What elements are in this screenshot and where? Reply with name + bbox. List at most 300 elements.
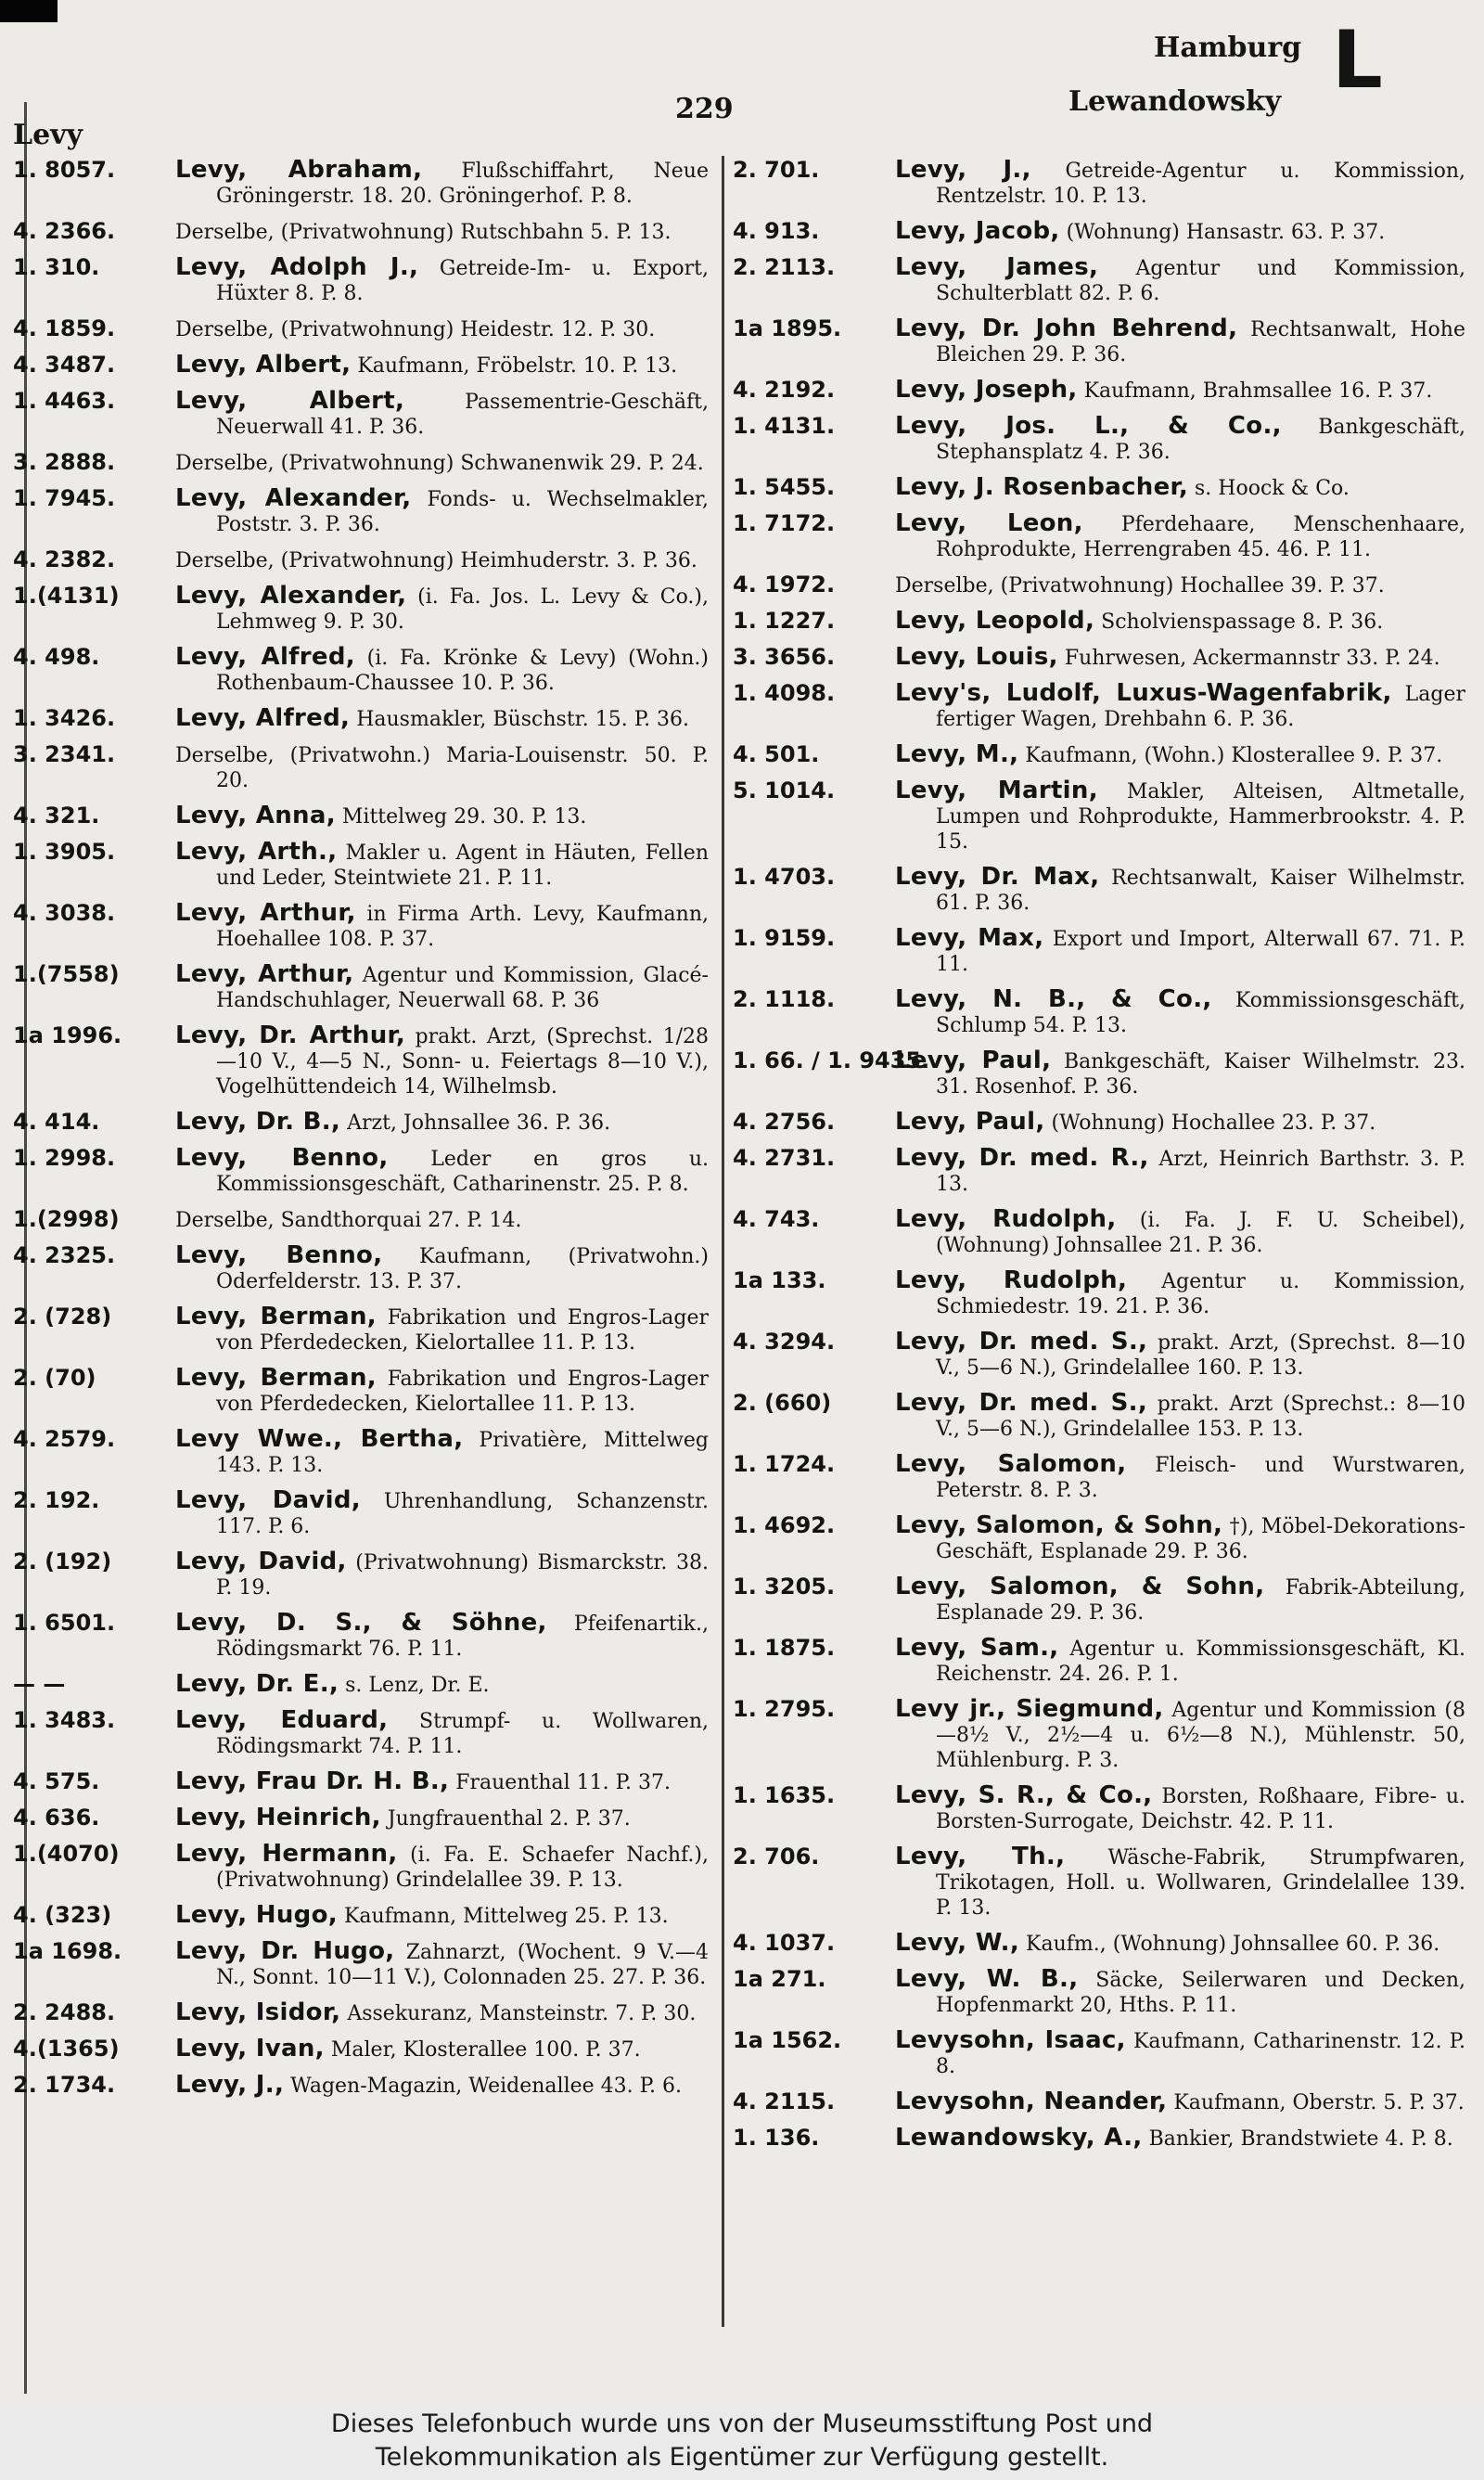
phone-number: 4. 3038. bbox=[13, 900, 116, 926]
entry-body bbox=[175, 158, 709, 209]
phone-number: 2. 1118. bbox=[733, 986, 836, 1012]
directory-entry bbox=[733, 681, 1465, 732]
directory-entry bbox=[733, 1330, 1465, 1381]
phone-number: 4. 2115. bbox=[733, 2088, 836, 2114]
directory-entry bbox=[13, 1110, 709, 1136]
phone-number: 1. 4463. bbox=[13, 388, 116, 414]
directory-entry bbox=[13, 1939, 709, 1990]
entry-body bbox=[175, 1549, 709, 1600]
phone-number: 2. (70) bbox=[13, 1365, 96, 1391]
entry-details: Scholvienspassage 8. P. 36. bbox=[1101, 610, 1384, 634]
entry-body bbox=[895, 1110, 1465, 1136]
entry-details: Kaufmann, Fröbelstr. 10. P. 13. bbox=[357, 354, 678, 378]
phone-number: 1. 4703. bbox=[733, 864, 836, 890]
subscriber-name: Levy, Frau Dr. H. B., bbox=[175, 1767, 450, 1795]
phone-number: 1. 3205. bbox=[733, 1574, 836, 1600]
subscriber-name: Levy, Paul, bbox=[895, 1108, 1045, 1136]
directory-entry bbox=[733, 609, 1465, 635]
subscriber-name: Levy, Benno, bbox=[175, 1241, 383, 1269]
entry-body bbox=[895, 316, 1465, 367]
subscriber-name: Levy, Alexander, bbox=[175, 484, 412, 512]
subscriber-name: Levy, J., bbox=[175, 2071, 285, 2099]
directory-entry bbox=[13, 1769, 709, 1795]
subscriber-name: Levy, Arthur, bbox=[175, 899, 356, 927]
entry-body bbox=[175, 450, 709, 476]
entry-details: Fonds- u. Wechselmakler, Poststr. 3. P. 36. bbox=[216, 488, 709, 536]
subscriber-name: Levy, David, bbox=[175, 1486, 361, 1514]
entry-details: Mittelweg 29. 30. P. 13. bbox=[341, 805, 587, 829]
phone-number: 1a 133. bbox=[733, 1267, 826, 1293]
directory-entry bbox=[733, 511, 1465, 562]
phone-number: 2. (660) bbox=[733, 1390, 832, 1416]
entry-details: Assekuranz, Mansteinstr. 7. P. 30. bbox=[347, 2002, 697, 2025]
entry-body bbox=[895, 865, 1465, 916]
phone-number: 1. 4098. bbox=[733, 680, 836, 706]
subscriber-name: Levy, Berman, bbox=[175, 1303, 377, 1330]
entry-body bbox=[895, 1048, 1465, 1099]
entry-body bbox=[895, 926, 1465, 977]
right-column bbox=[733, 158, 1465, 2162]
directory-entry bbox=[733, 1697, 1465, 1773]
subscriber-name: Levy, Dr. Hugo, bbox=[175, 1937, 395, 1965]
entry-details: Makler, Alteisen, Altmetalle, Lumpen und Rohprodukte, Hammerbrookstr. 4. P. 15. bbox=[936, 780, 1465, 854]
entry-details: prakt. Arzt (Sprechst.: 8—10 V., 5—6 N.), Grindelallee 153. P. 13. bbox=[936, 1393, 1465, 1441]
entry-body bbox=[895, 219, 1465, 245]
directory-entry bbox=[733, 1207, 1465, 1258]
directory-entry bbox=[733, 1636, 1465, 1687]
entry-details: Fabrikation und Engros-Lager von Pferdedecken, Kielortallee 11. P. 13. bbox=[216, 1368, 709, 1416]
subscriber-name: Levy, J. Rosenbacher, bbox=[895, 473, 1189, 501]
phone-number: 4. 2731. bbox=[733, 1145, 836, 1171]
running-head-left: Levy bbox=[13, 119, 83, 151]
entry-body bbox=[895, 2126, 1465, 2152]
entry-details: Flußschiffahrt, Neue Gröningerstr. 18. 20. Gröningerhof. P. 8. bbox=[216, 160, 709, 208]
phone-number: 1. 3905. bbox=[13, 839, 116, 865]
subscriber-name: Levy, W. B., bbox=[895, 1965, 1079, 1993]
entry-details: Uhrenhandlung, Schanzenstr. 117. P. 6. bbox=[216, 1490, 709, 1538]
entry-details: Derselbe, (Privatwohnung) Schwanenwik 29. P. 24. bbox=[175, 452, 704, 475]
subscriber-name: Levy jr., Siegmund, bbox=[895, 1695, 1164, 1723]
entry-body bbox=[175, 219, 709, 245]
phone-number: 4.(1365) bbox=[13, 2036, 120, 2062]
subscriber-name: Levy, Berman, bbox=[175, 1364, 377, 1392]
phone-number: 1. 2795. bbox=[733, 1696, 836, 1722]
subscriber-name: Levy, Heinrich, bbox=[175, 1804, 381, 1831]
phone-number: 1.(2998) bbox=[13, 1206, 120, 1232]
entry-details: Fuhrwesen, Ackermannstr 33. P. 24. bbox=[1064, 647, 1440, 670]
subscriber-name: Levy, Leon, bbox=[895, 509, 1083, 537]
subscriber-name: Levy Wwe., Bertha, bbox=[175, 1425, 464, 1453]
subscriber-name: Levy, Dr. Max, bbox=[895, 863, 1100, 891]
phone-number: 1.(4070) bbox=[13, 1841, 120, 1867]
directory-entry bbox=[13, 1549, 709, 1600]
directory-entry bbox=[733, 1110, 1465, 1136]
entry-body bbox=[895, 1967, 1465, 2018]
phone-number: 3. 2341. bbox=[13, 741, 116, 767]
phone-number: 2. (728) bbox=[13, 1304, 112, 1330]
entry-body bbox=[175, 1110, 709, 1136]
entry-details: Makler u. Agent in Häuten, Fellen und Leder, Steintwiete 21. P. 11. bbox=[216, 842, 709, 890]
entry-details: (Wohnung) Hansastr. 63. P. 37. bbox=[1066, 221, 1386, 244]
phone-number: 1a 1562. bbox=[733, 2027, 842, 2053]
entry-body bbox=[895, 1636, 1465, 1687]
entry-details: Kaufmann, Brahmsallee 16. P. 37. bbox=[1083, 379, 1433, 403]
subscriber-name: Levysohn, Isaac, bbox=[895, 2026, 1126, 2054]
phone-number: 4. 2382. bbox=[13, 546, 116, 572]
subscriber-name: Levy, Paul, bbox=[895, 1047, 1052, 1074]
subscriber-name: Levy, W., bbox=[895, 1929, 1020, 1957]
phone-number: 4. (323) bbox=[13, 1902, 112, 1928]
entry-details: Wagen-Magazin, Weidenallee 43. P. 6. bbox=[290, 2075, 682, 2098]
running-head-right: Lewandowsky bbox=[1068, 85, 1282, 118]
phone-number: 2. 192. bbox=[13, 1487, 100, 1513]
entry-body bbox=[175, 1304, 709, 1356]
phone-number: 1. 9159. bbox=[733, 925, 836, 951]
footer-line-1: Dieses Telefonbuch wurde uns von der Museumsstiftung Post und bbox=[330, 2409, 1154, 2438]
phone-number: 2. 706. bbox=[733, 1844, 820, 1870]
directory-entry bbox=[13, 1207, 709, 1233]
subscriber-name: Levy, Dr. Arthur, bbox=[175, 1022, 406, 1049]
entry-body bbox=[175, 1207, 709, 1233]
subscriber-name: Levy, Salomon, bbox=[895, 1450, 1127, 1478]
directory-entry bbox=[13, 1805, 709, 1831]
entry-body bbox=[175, 1842, 709, 1893]
entry-details: Fabrikation und Engros-Lager von Pferdedecken, Kielortallee 11. P. 13. bbox=[216, 1306, 709, 1355]
directory-entry bbox=[13, 840, 709, 891]
entry-details: Borsten, Roßhaare, Fibre- u. Borsten-Surrogate, Deichstr. 42. P. 11. bbox=[936, 1785, 1466, 1833]
phone-number: 1. 8057. bbox=[13, 157, 116, 183]
directory-entry bbox=[13, 584, 709, 635]
directory-entry bbox=[733, 2089, 1465, 2115]
directory-entry bbox=[13, 962, 709, 1013]
phone-number: 1. 3426. bbox=[13, 705, 116, 731]
directory-entry bbox=[13, 1903, 709, 1929]
entry-details: Bankier, Brandstwiete 4. P. 8. bbox=[1148, 2127, 1453, 2151]
subscriber-name: Levy, N. B., & Co., bbox=[895, 985, 1212, 1013]
directory-entry bbox=[733, 778, 1465, 855]
entry-body bbox=[175, 1023, 709, 1099]
phone-number: 2. (192) bbox=[13, 1548, 112, 1574]
phone-number: 1. 1875. bbox=[733, 1635, 836, 1661]
entry-body bbox=[895, 1574, 1465, 1625]
phone-number: 4. 3294. bbox=[733, 1329, 836, 1355]
directory-entry bbox=[733, 1574, 1465, 1625]
entry-body bbox=[895, 1146, 1465, 1197]
entry-details: Derselbe, (Privatwohnung) Heidestr. 12. P. 30. bbox=[175, 318, 656, 341]
page-number: 229 bbox=[675, 93, 734, 125]
entry-body bbox=[175, 486, 709, 537]
city-name: Hamburg bbox=[1154, 32, 1302, 64]
entry-body bbox=[895, 778, 1465, 855]
entry-details: Maler, Klosterallee 100. P. 37. bbox=[330, 2038, 641, 2062]
directory-entry bbox=[733, 572, 1465, 598]
phone-number: 1.(4131) bbox=[13, 583, 120, 609]
entry-details: Arzt, Johnsallee 36. P. 36. bbox=[347, 1112, 611, 1135]
subscriber-name: Levy, Salomon, & Sohn, bbox=[895, 1573, 1265, 1600]
entry-body bbox=[175, 742, 709, 793]
subscriber-name: Levy, Martin, bbox=[895, 777, 1098, 804]
entry-details: Hausmakler, Büschstr. 15. P. 36. bbox=[356, 708, 690, 731]
directory-entry bbox=[13, 803, 709, 829]
entry-details: Wäsche-Fabrik, Strumpfwaren, Trikotagen, Holl. u. Wollwaren, Grindelallee 139. P. 13. bbox=[936, 1846, 1465, 1920]
directory-entry bbox=[13, 255, 709, 306]
directory-entry bbox=[733, 219, 1465, 245]
phone-number: 4. 2325. bbox=[13, 1242, 116, 1268]
entry-details: Privatière, Mittelweg 143. P. 13. bbox=[216, 1429, 710, 1477]
left-column bbox=[13, 158, 709, 2109]
entry-body bbox=[895, 742, 1465, 768]
entry-details: in Firma Arth. Levy, Kaufmann, Hoehallee 108. P. 37. bbox=[216, 903, 709, 951]
entry-details: Pfeifenartik., Rödingsmarkt 76. P. 11. bbox=[216, 1613, 709, 1661]
subscriber-name: Levy, Arth., bbox=[175, 838, 338, 866]
directory-entry bbox=[13, 219, 709, 245]
subscriber-name: Levy, Eduard, bbox=[175, 1706, 389, 1734]
directory-entry bbox=[13, 1611, 709, 1662]
subscriber-name: Levy, Dr. med. S., bbox=[895, 1389, 1148, 1417]
phone-number: 2. 2113. bbox=[733, 254, 836, 280]
subscriber-name: Lewandowsky, A., bbox=[895, 2124, 1143, 2152]
phone-number: 4. 2579. bbox=[13, 1426, 116, 1452]
entry-details: Kaufmann, (Wohn.) Klosterallee 9. P. 37. bbox=[1025, 744, 1443, 767]
entry-details: (i. Fa. J. F. U. Scheibel), (Wohnung) Johnsallee 21. P. 36. bbox=[936, 1209, 1465, 1257]
directory-entry bbox=[733, 926, 1465, 977]
phone-number: 2. 1734. bbox=[13, 2072, 116, 2098]
entry-details: Zahnarzt, (Wochent. 9 V.—4 N., Sonnt. 10—11 V.), Colonnaden 25. 27. P. 36. bbox=[216, 1941, 709, 1989]
entry-details: Rechtsanwalt, Kaiser Wilhelmstr. 61. P. 36. bbox=[936, 867, 1465, 915]
phone-number: 5. 1014. bbox=[733, 777, 836, 803]
directory-entry bbox=[733, 1268, 1465, 1319]
directory-entry bbox=[733, 158, 1465, 209]
entry-details: Kaufmann, (Privatwohn.) Oderfelderstr. 13. P. 37. bbox=[216, 1245, 709, 1293]
entry-body bbox=[895, 1783, 1465, 1834]
phone-number: 2. 701. bbox=[733, 157, 820, 183]
entry-details: Agentur und Kommission, Schulterblatt 82. P. 6. bbox=[936, 257, 1465, 305]
entry-details: prakt. Arzt, (Sprechst. 8—10 V., 5—6 N.), Grindelallee 160. P. 13. bbox=[936, 1331, 1466, 1380]
subscriber-name: Levy, Albert, bbox=[175, 351, 352, 379]
phone-number: 1. 6501. bbox=[13, 1610, 116, 1636]
footer-notice bbox=[0, 2403, 1484, 2480]
phone-number: 1. 4131. bbox=[733, 413, 836, 439]
phone-number: 4. 1037. bbox=[733, 1930, 836, 1956]
entry-body bbox=[895, 987, 1465, 1038]
entry-details: Derselbe, Sandthorquai 27. P. 14. bbox=[175, 1209, 522, 1232]
directory-entry bbox=[733, 2126, 1465, 2152]
entry-body bbox=[895, 158, 1465, 209]
entry-body bbox=[175, 1672, 709, 1698]
phone-number: 4. 1972. bbox=[733, 572, 836, 598]
phone-number: 1. 310. bbox=[13, 254, 100, 280]
entry-details: Bankgeschäft, Stephansplatz 4. P. 36. bbox=[936, 416, 1465, 464]
directory-entry bbox=[13, 547, 709, 573]
phone-number: 4. 575. bbox=[13, 1768, 100, 1794]
phone-number: 1. 4692. bbox=[733, 1512, 836, 1538]
entry-details: Getreide-Im- u. Export, Hüxter 8. P. 8. bbox=[216, 257, 709, 305]
entry-body bbox=[175, 353, 709, 379]
entry-body bbox=[175, 255, 709, 306]
entry-details: Leder en gros u. Kommissionsgeschäft, Catharinenstr. 25. P. 8. bbox=[216, 1148, 709, 1196]
phone-number: 4. 321. bbox=[13, 803, 100, 829]
phone-number: 1. 1724. bbox=[733, 1451, 836, 1477]
entry-details: (Privatwohnung) Bismarckstr. 38. P. 19. bbox=[216, 1551, 709, 1600]
directory-entry bbox=[733, 1844, 1465, 1921]
page-header bbox=[0, 0, 1484, 158]
entry-body bbox=[175, 901, 709, 952]
entry-body bbox=[175, 1488, 709, 1539]
entry-body bbox=[175, 1805, 709, 1831]
phone-number: 1. 5455. bbox=[733, 474, 836, 500]
phone-number: 4. 743. bbox=[733, 1206, 820, 1232]
entry-body bbox=[895, 2028, 1465, 2079]
entry-details: †), Möbel-Dekorations-Geschäft, Esplanade 29. P. 36. bbox=[936, 1515, 1466, 1563]
phone-number: 1. 7172. bbox=[733, 510, 836, 536]
phone-number: 1. 7945. bbox=[13, 485, 116, 511]
entry-body bbox=[895, 1697, 1465, 1773]
entry-body bbox=[175, 2037, 709, 2062]
entry-body bbox=[895, 645, 1465, 671]
entry-body bbox=[175, 389, 709, 440]
directory-entry bbox=[733, 1391, 1465, 1442]
subscriber-name: Levy, Dr. med. R., bbox=[895, 1144, 1149, 1172]
entry-details: Agentur u. Kommission, Schmiedestr. 19. 21. P. 36. bbox=[936, 1270, 1466, 1318]
subscriber-name: Levy, Anna, bbox=[175, 802, 336, 829]
directory-entry bbox=[733, 1967, 1465, 2018]
directory-entry bbox=[733, 414, 1465, 465]
entry-body bbox=[895, 609, 1465, 635]
directory-entry bbox=[13, 1708, 709, 1759]
subscriber-name: Levysohn, Neander, bbox=[895, 2088, 1168, 2115]
directory-entry bbox=[13, 1842, 709, 1893]
subscriber-name: Levy, Leopold, bbox=[895, 607, 1095, 635]
subscriber-name: Levy's, Ludolf, Luxus-Wagenfabrik, bbox=[895, 679, 1392, 707]
entry-details: Fabrik-Abteilung, Esplanade 29. P. 36. bbox=[936, 1576, 1465, 1625]
directory-entry bbox=[13, 1672, 709, 1698]
subscriber-name: Levy, Louis, bbox=[895, 643, 1058, 671]
subscriber-name: Levy, James, bbox=[895, 253, 1099, 281]
entry-body bbox=[895, 378, 1465, 404]
directory-entry bbox=[733, 645, 1465, 671]
subscriber-name: Levy, Arthur, bbox=[175, 960, 354, 988]
directory-entry bbox=[733, 255, 1465, 306]
subscriber-name: Levy, Benno, bbox=[175, 1144, 389, 1172]
entry-details: Säcke, Seilerwaren und Decken, Hopfenmarkt 20, Hths. P. 11. bbox=[936, 1969, 1465, 2017]
subscriber-name: Levy, D. S., & Söhne, bbox=[175, 1609, 547, 1637]
phone-number: 3. 3656. bbox=[733, 644, 836, 670]
phone-number: 4. 2192. bbox=[733, 377, 836, 403]
entry-details: Jungfrauenthal 2. P. 37. bbox=[387, 1807, 631, 1831]
phone-number: 1a 1698. bbox=[13, 1938, 122, 1964]
entry-body bbox=[175, 706, 709, 732]
subscriber-name: Levy, Dr. E., bbox=[175, 1670, 339, 1698]
directory-entry bbox=[13, 1488, 709, 1539]
entry-body bbox=[895, 1844, 1465, 1921]
entry-body bbox=[175, 1146, 709, 1197]
entry-body bbox=[895, 414, 1465, 465]
directory-entry bbox=[13, 901, 709, 952]
subscriber-name: Levy, J., bbox=[895, 156, 1031, 184]
subscriber-name: Levy, Abraham, bbox=[175, 156, 423, 184]
entry-body bbox=[895, 1207, 1465, 1258]
subscriber-name: Levy, Albert, bbox=[175, 387, 405, 415]
directory-entry bbox=[733, 987, 1465, 1038]
subscriber-name: Levy, Rudolph, bbox=[895, 1205, 1117, 1233]
entry-details: Derselbe, (Privatwohnung) Heimhuderstr. 3. P. 36. bbox=[175, 549, 697, 572]
subscriber-name: Levy, Alfred, bbox=[175, 643, 355, 671]
directory-entry bbox=[733, 1452, 1465, 1503]
directory-entry bbox=[13, 353, 709, 379]
entry-body bbox=[895, 1391, 1465, 1442]
subscriber-name: Levy, Rudolph, bbox=[895, 1266, 1128, 1294]
directory-entry bbox=[733, 316, 1465, 367]
directory-entry bbox=[733, 1783, 1465, 1834]
entry-details: (i. Fa. E. Schaefer Nachf.), (Privatwohnung) Grindelallee 39. P. 13. bbox=[216, 1844, 709, 1892]
subscriber-name: Levy, Isidor, bbox=[175, 1998, 341, 2026]
phone-number: 3. 2888. bbox=[13, 449, 116, 475]
directory-entry bbox=[13, 1366, 709, 1417]
directory-entry bbox=[733, 1513, 1465, 1564]
directory-entry bbox=[13, 486, 709, 537]
phone-number: 1.(7558) bbox=[13, 961, 120, 987]
entry-body bbox=[895, 475, 1465, 501]
entry-details: Arzt, Heinrich Barthstr. 3. P. 13. bbox=[936, 1148, 1466, 1196]
subscriber-name: Levy, Ivan, bbox=[175, 2035, 325, 2062]
subscriber-name: Levy, Salomon, & Sohn, bbox=[895, 1511, 1223, 1539]
entry-body bbox=[175, 840, 709, 891]
entry-details: s. Hoock & Co. bbox=[1195, 477, 1350, 500]
subscriber-name: Levy, Hermann, bbox=[175, 1840, 398, 1868]
entry-body bbox=[175, 1769, 709, 1795]
entry-details: Agentur u. Kommissionsgeschäft, Kl. Reichenstr. 24. 26. P. 1. bbox=[936, 1638, 1465, 1686]
entry-body bbox=[175, 1939, 709, 1990]
entry-details: prakt. Arzt, (Sprechst. 1/28—10 V., 4—5 N., Sonn- u. Feiertags 8—10 V.), Vogelhüttendeich 14, Wilhelmsb. bbox=[216, 1025, 709, 1099]
subscriber-name: Levy, Dr. John Behrend, bbox=[895, 315, 1238, 342]
subscriber-name: Levy, David, bbox=[175, 1548, 347, 1575]
directory-entry bbox=[13, 1427, 709, 1478]
entry-details: Frauenthal 11. P. 37. bbox=[455, 1771, 671, 1794]
phone-number: 4. 498. bbox=[13, 644, 100, 670]
directory-entry bbox=[13, 158, 709, 209]
entry-body bbox=[895, 681, 1465, 732]
entry-details: Getreide-Agentur u. Kommission, Rentzelstr. 10. P. 13. bbox=[936, 160, 1466, 208]
directory-entry bbox=[733, 1048, 1465, 1099]
entry-body bbox=[895, 1330, 1465, 1381]
directory-entry bbox=[13, 1146, 709, 1197]
directory-entry bbox=[13, 2037, 709, 2062]
entry-body bbox=[895, 1452, 1465, 1503]
phone-number: 4. 2756. bbox=[733, 1109, 836, 1135]
entry-details: Fleisch- und Wurstwaren, Peterstr. 8. P. 3. bbox=[936, 1454, 1465, 1502]
entry-body bbox=[175, 1427, 709, 1478]
entry-body bbox=[175, 962, 709, 1013]
entry-body bbox=[895, 1268, 1465, 1319]
phone-number: 1. 3483. bbox=[13, 1707, 116, 1733]
column-divider bbox=[722, 156, 724, 2327]
directory-entry bbox=[13, 706, 709, 732]
phone-number: — — bbox=[13, 1671, 66, 1697]
phone-number: 1. 66. / 1. 9435. bbox=[733, 1047, 930, 1073]
subscriber-name: Levy, Alfred, bbox=[175, 704, 351, 732]
phone-number: 1a 271. bbox=[733, 1966, 826, 1992]
entry-body bbox=[175, 1243, 709, 1294]
entry-details: (i. Fa. Jos. L. Levy & Co.), Lehmweg 9. P. 30. bbox=[216, 585, 709, 634]
entry-body bbox=[895, 1931, 1465, 1957]
entry-details: Rechtsanwalt, Hohe Bleichen 29. P. 36. bbox=[936, 318, 1465, 366]
entry-details: Derselbe, (Privatwohn.) Maria-Louisenstr. 50. P. 20. bbox=[175, 744, 709, 792]
entry-details: s. Lenz, Dr. E. bbox=[345, 1674, 490, 1697]
subscriber-name: Levy, Joseph, bbox=[895, 376, 1078, 404]
directory-entry bbox=[13, 1023, 709, 1099]
entry-body bbox=[895, 572, 1465, 598]
directory-entry bbox=[733, 742, 1465, 768]
